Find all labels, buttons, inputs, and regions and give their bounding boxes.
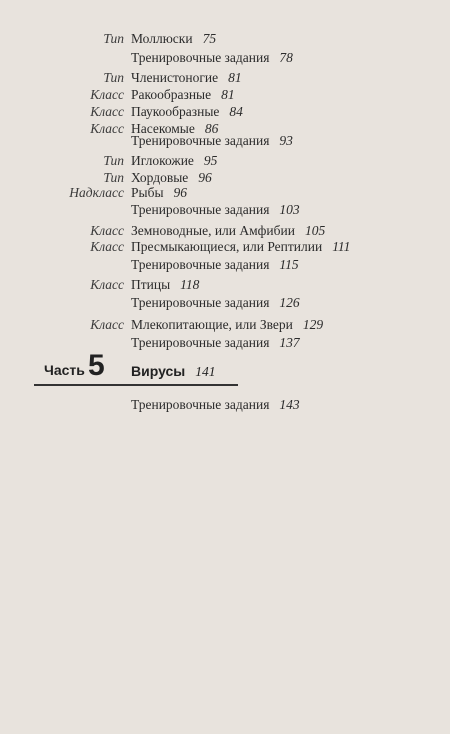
toc-title: Птицы (131, 277, 171, 292)
toc-rank: Класс (90, 104, 124, 119)
toc-entry (0, 152, 450, 170)
toc-title: Насекомые (131, 121, 195, 136)
toc-title: Членистоногие (131, 70, 219, 85)
part-title-text: Вирусы (131, 363, 186, 379)
toc-title: Рыбы (131, 185, 164, 200)
toc-rank: Тип (103, 170, 124, 185)
toc-title: Тренировочные задания (131, 397, 270, 412)
toc-entry (0, 86, 450, 104)
toc-rank: Тип (103, 70, 124, 85)
toc-title: Тренировочные задания (131, 202, 270, 217)
toc-page-number: 84 (229, 104, 243, 119)
toc-rank: Тип (103, 153, 124, 168)
toc-entry (0, 294, 450, 312)
toc-title: Тренировочные задания (131, 295, 270, 310)
toc-title: Моллюски (131, 31, 193, 46)
toc-entry (0, 49, 450, 67)
toc-page-number: 118 (180, 277, 200, 292)
toc-entry (0, 256, 450, 274)
toc-page-number: 93 (279, 133, 293, 148)
toc-title: Тренировочные задания (131, 335, 270, 350)
toc-rank: Класс (90, 121, 124, 136)
toc-title: Хордовые (131, 170, 189, 185)
toc-entry (0, 201, 450, 219)
toc-page-number: 75 (202, 31, 217, 46)
toc-page-number: 96 (173, 185, 188, 200)
toc-rank: Класс (90, 87, 124, 102)
toc-rank: Тип (103, 31, 124, 46)
toc-entry (0, 238, 450, 256)
toc-title: Иглокожие (131, 153, 194, 168)
toc-page-number: 105 (304, 223, 326, 238)
toc-title: Тренировочные задания (131, 50, 270, 65)
toc-entry (0, 316, 450, 334)
toc-page-number: 111 (332, 239, 351, 254)
part-divider (34, 384, 238, 386)
toc-page-number: 137 (279, 335, 300, 350)
toc-title: Пресмыкающиеся, или Рептилии (131, 239, 323, 254)
toc-page-number: 129 (302, 317, 324, 332)
toc-entry (0, 276, 450, 294)
toc-page-number: 81 (221, 87, 235, 102)
toc-page-number: 115 (279, 257, 299, 272)
toc-entry (0, 184, 450, 202)
toc-entry (0, 396, 450, 414)
toc-title: Млекопитающие, или Звери (131, 317, 293, 332)
part-title (131, 363, 216, 380)
toc-page-number: 95 (203, 153, 218, 168)
toc-title: Паукообразные (131, 104, 220, 119)
toc-title: Ракообразные (131, 87, 212, 102)
toc-page-number: 126 (279, 295, 300, 310)
toc-rank: Надкласс (69, 185, 124, 200)
toc-entry (0, 103, 450, 121)
toc-title: Земноводные, или Амфибии (131, 223, 295, 238)
toc-page-number: 96 (198, 170, 212, 185)
toc-entry (0, 30, 450, 48)
toc-title: Тренировочные задания (131, 257, 270, 272)
toc-rank: Класс (90, 317, 124, 332)
toc-page-number: 103 (279, 202, 300, 217)
toc-page-number: 81 (228, 70, 242, 85)
toc-rank: Класс (90, 277, 124, 292)
part-label: Часть (44, 362, 85, 378)
toc-rank: Класс (90, 223, 124, 238)
toc-entry (0, 132, 450, 150)
toc-page-number: 86 (204, 121, 219, 136)
toc-entry (0, 69, 450, 87)
toc-page-number: 143 (279, 397, 300, 412)
part-number: 5 (88, 349, 105, 382)
toc-page-number: 78 (279, 50, 293, 65)
part-page-number: 141 (195, 364, 216, 379)
toc-title: Тренировочные задания (131, 133, 270, 148)
toc-entry (0, 334, 450, 352)
toc-rank: Класс (90, 239, 124, 254)
